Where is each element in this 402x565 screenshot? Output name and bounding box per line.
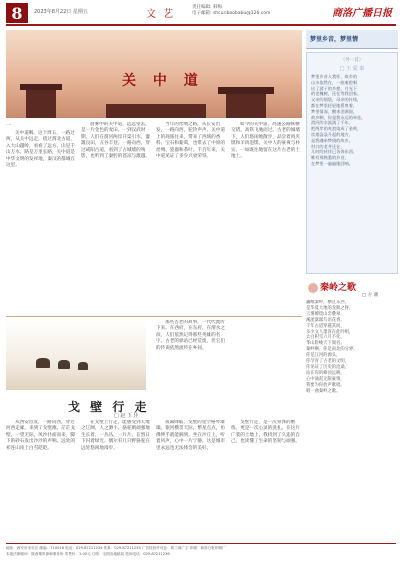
sidebar-box1-header: [306, 30, 398, 49]
section-number: 一: [6, 123, 12, 129]
poem-line: 的老槐树，还在等我回家。: [311, 91, 362, 97]
section-title: 文 艺: [146, 9, 176, 20]
paragraph: 戈壁行走，是一次身体的磨炼，更是一次心灵的洗礼。在这片广袤的土地上，我找到了久违的自己，也读懂了生命的坚韧与顽强。: [231, 420, 300, 445]
newspaper-masthead: 商洛广播日报: [332, 8, 392, 19]
poem-line: 是华夏大地的龙脉之脊，: [306, 305, 354, 311]
paragraph: 如今的关中道，高速公路纵横交错，高铁飞驰而过。古老的城墙下，人们悠闲地散步，品尝着肉夹馍和羊肉泡馍。关中人的豪爽与朴实，一如既往地留在这片古老的土地上。: [231, 122, 300, 160]
footer-line: 本报法律顾问：陕西秦风律师事务所 零售价：1.00元 订阅：全国各地邮局 投诉电话：029-87211236: [6, 551, 170, 556]
paragraph: 当年的丝绸之路，从长安出发，一路向西，驼铃声声。关中道上的商旅往来，带来了西域的香料、宝石和葡萄，也带去了中原的丝绸、瓷器和茶叶。千百年来，关中道见证了多少兴衰荣辱。: [156, 122, 225, 160]
poem-line: 是我魂牵梦绕的故乡。: [311, 137, 353, 143]
sub-article-body: [6, 420, 302, 544]
article-column: [156, 122, 226, 312]
page-footer: [6, 546, 396, 557]
poem-line: 村口的老井还在，: [311, 143, 345, 149]
poem-line: 父亲的烟袋，母亲的针线，: [311, 97, 362, 103]
poem-line: 溪流潺潺鸟语花香。: [306, 317, 345, 323]
page-number-badge: 8: [6, 3, 28, 23]
city-wall: [106, 104, 206, 118]
poem-box: [306, 52, 398, 274]
paragraph: 那些古老的故事，一代代流传下来。在西府，在东府，在渭水之滨，人们依然记得那些英雄的名字。古老的驿站已经荒废，但它们的传说依然流传在乡间。: [156, 320, 225, 351]
poem-line: 都在梦里轻轻地摇曳着，: [311, 102, 358, 108]
poem-line: 把两岸的麦浪染成了金黄，: [311, 126, 362, 132]
poem-line: 巍峨秦岭，横亘东西，: [306, 300, 349, 305]
article-column: [231, 122, 301, 312]
poem-line: 你见证了历史的沧桑。: [306, 364, 349, 370]
poem-line: 我要为你放声歌唱，: [306, 382, 345, 388]
poem-line: 秦岭啊，你是南北的分界，: [306, 347, 358, 353]
article-column: [156, 420, 226, 544]
gate-roof: [218, 87, 274, 94]
poem-line: 千年古道穿越其间，: [306, 323, 345, 329]
paragraph: 关中道咽。这个周五，一路过两，从关中远走，绕过渭北古道，入大山越岭，看看了远方。山是千山万水，路是万里长路，关中道是中华文明的发祥地，秦汉的都城在这里。: [6, 131, 75, 169]
paragraph: 从西安出发，一路向西，穿过河西走廊，来到了戈壁滩。茫茫戈壁，一望无际，风沙扑面而来，脚下的砂石发出沙沙的声响。远处的祁连山顶上白雪皑皑。: [6, 420, 75, 451]
poem2-box: [306, 280, 398, 540]
poem-line: 唱一曲秦岭之歌。: [306, 388, 341, 394]
poem-line: 多少文人墨客在此吟唱，: [306, 329, 354, 335]
poem-line: 渭河的水流淌了千年，: [311, 120, 353, 126]
article-divider: [6, 316, 302, 317]
article-column: [231, 420, 301, 544]
poem-line: 梦里乡音入我怀，故乡的: [311, 74, 358, 79]
poem-subtitle: （外一首）: [340, 58, 364, 63]
article-column: [81, 420, 151, 544]
poem-line: 出了游子的乡愁，月光下: [311, 85, 358, 91]
poem-line: 站在你的峰顶远眺，: [306, 370, 345, 376]
article-title: 关 中 道: [122, 73, 204, 89]
issue-date: 2023年8月22日 星期五: [34, 9, 88, 15]
camel-figure: [58, 360, 70, 369]
poem-line: 你孕育了古老的文明，: [306, 359, 349, 365]
article-column: [156, 320, 226, 406]
poem-line: 华山险峻天下闻名。: [306, 341, 345, 347]
poem-line: 炊烟袅袅升起的地方，: [311, 131, 353, 137]
banner-image: [6, 30, 302, 118]
poem-line: 唯有那熟悉的乡音，: [311, 155, 349, 161]
header-rule: [6, 24, 396, 26]
poem2-title: 秦岭之歌: [320, 283, 357, 293]
desert-background: [6, 320, 146, 390]
flower-icon: [308, 283, 318, 293]
city-wall-tower: [26, 88, 56, 118]
poem-line: 太白积雪六月不化，: [306, 335, 345, 341]
desert-illustration: [6, 320, 146, 390]
page-header: [0, 0, 402, 28]
paragraph: 晨雾中的关中道，远远望去，是一片金色的麦田。一到汉武时期，人们在渭河两岸开渠引水，灌溉良田，五谷丰登。一路向西，穿过咸阳古道，看到了古城墙的残影，也听到了秦腔的苍凉与激越。: [81, 122, 150, 160]
poem-line: 梦里情深，醒来泪满面，: [311, 108, 358, 114]
poem-line: 山水依然在，一曲秦腔唱: [311, 79, 358, 85]
poem-title: 梦里乡音，梦里情: [310, 36, 359, 43]
sidebar: [306, 30, 396, 540]
camel-figure: [78, 362, 88, 370]
sub-article-title: 戈 壁 行 走: [68, 400, 150, 414]
article-body: [6, 122, 302, 312]
editor-name: 责任编辑: 韩梅: [192, 5, 222, 10]
poem-line: 故乡啊，你是我永远的牵挂。: [311, 114, 366, 120]
article-column: [6, 420, 76, 544]
poem-line: 云雾缭绕山峦叠翠，: [306, 311, 345, 317]
footer-line: 地址：西安市未央区 邮编：710016 电话：029-87211234 传真：029-87211235 广告经营许可证：陕工商广字 印刷：商洛日报印刷厂: [6, 546, 226, 550]
footer-rule: [6, 543, 396, 544]
camel-figure: [36, 358, 50, 368]
poem-author: □ 王 爱 秦: [339, 66, 365, 72]
poem2-verse: [306, 300, 398, 540]
article-column: [6, 122, 76, 312]
poem-line: 心中涌起无限豪情，: [306, 376, 345, 382]
main-article-area: [6, 30, 302, 540]
poem-line: 你是江河的源头，: [306, 353, 341, 359]
sub-article-byline: □ 赵 玉 佳: [114, 413, 139, 419]
gate-tower: [226, 92, 266, 118]
poem-line: 在梦里一遍遍地回响。: [311, 160, 353, 166]
editor-info: [192, 5, 270, 17]
poem-line: 儿时的伙伴已各奔东西，: [311, 149, 358, 155]
article-column: [81, 122, 151, 312]
paragraph: 在戈壁上行走，能感受到天地之辽阔，人之渺小。骆驼刺顽强地生长着，一丛丛，一片片，在烈日下闪着绿光。偶尔有几只野骆驼在远处悠闲地漫步。: [81, 420, 150, 451]
poem2-author: □ 方 潮: [362, 293, 379, 298]
tower-roof: [20, 84, 62, 90]
editor-email: 电子邮箱: shcuribaobabu@126.com: [192, 11, 271, 16]
paragraph: 夜幕降临，戈壁的星空格外璀璨。银河横贯天际，繁星点点，仿佛伸手就能摘到。坐在沙丘上，听着风声，心中一片宁静。这是城市里永远也无法体会的美好。: [156, 420, 225, 451]
